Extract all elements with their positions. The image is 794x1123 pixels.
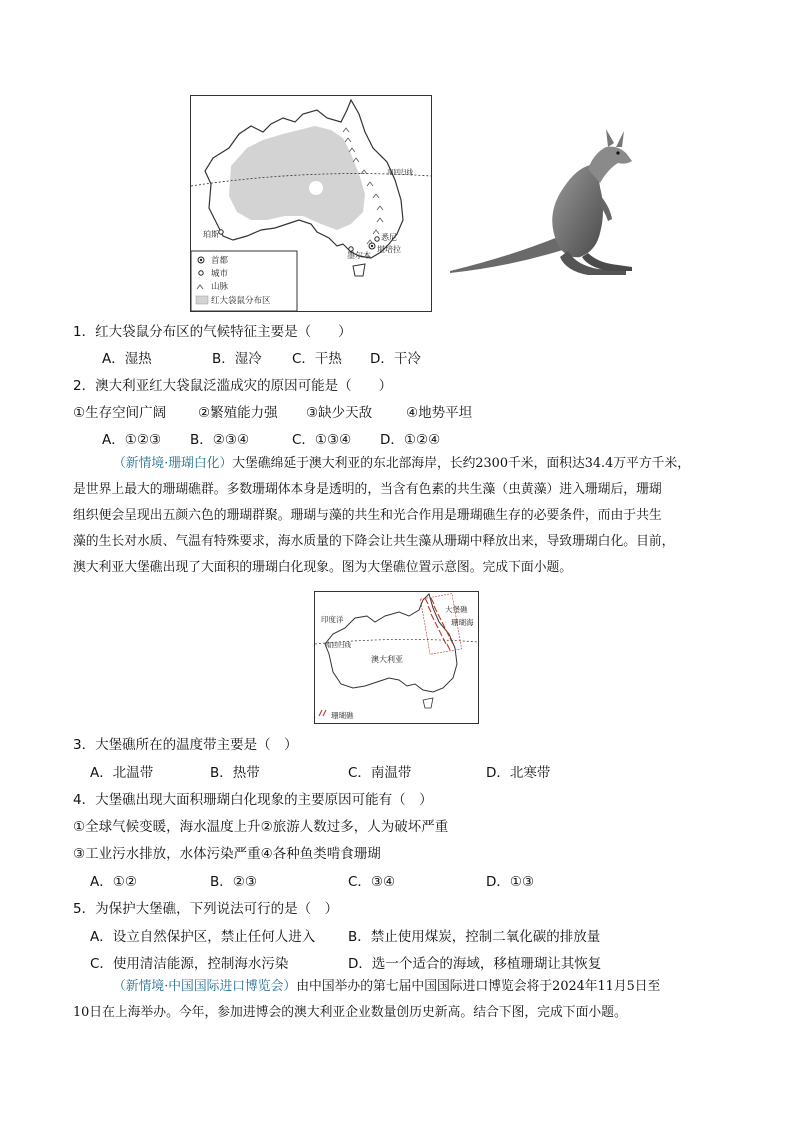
q1-option-a[interactable]: A．湿热 xyxy=(102,351,152,367)
question-1-stem: 1．红大袋鼠分布区的气候特征主要是（ ） xyxy=(73,324,352,340)
passage-2-line-2: 10日在上海举办。今年，参加进博会的澳大利亚企业数量创历史新高。结合下图，完成下面小题。 xyxy=(73,1005,627,1020)
reef-label: 大堡礁 xyxy=(445,605,468,614)
q2-item-2: ②繁殖能力强 xyxy=(198,405,278,421)
q5-option-a[interactable]: A．设立自然保护区，禁止任何人进入 xyxy=(90,929,316,945)
q4-option-d[interactable]: D．①③ xyxy=(486,874,535,890)
perth-label: 珀斯 xyxy=(203,230,219,239)
q1-option-b[interactable]: B．湿冷 xyxy=(212,351,262,367)
passage-1-tag: （新情境·珊瑚白化） xyxy=(113,456,233,471)
q2-item-1: ①生存空间广阔 xyxy=(73,405,167,421)
passage-2-line-1: 由中国举办的第七届中国国际进口博览会将于2024年11月5日至 xyxy=(296,979,661,994)
q5-option-c[interactable]: C．使用清洁能源，控制海水污染 xyxy=(90,956,289,972)
legend-capital: 首都 xyxy=(211,256,229,266)
canberra-label: 堪培拉 xyxy=(377,245,401,254)
q2-item-3: ③缺少天敌 xyxy=(306,405,373,421)
passage-1-line-4: 藻的生长对水质、气温有特殊要求，海水质量的下降会让共生藻从珊瑚中释放出来，导致珊瑚白化。目前， xyxy=(73,534,675,549)
q5-option-d[interactable]: D．选一个适合的海域，移植珊瑚让其恢复 xyxy=(348,956,602,972)
reef-map-tasmania xyxy=(423,698,433,708)
kangaroo-icon xyxy=(448,125,638,275)
q4-items-line-1: ①全球气候变暖，海水温度上升②旅游人数过多，人为破坏严重 xyxy=(73,819,449,835)
passage-1-line-5: 澳大利亚大堡礁出现了大面积的珊瑚白化现象。图为大堡礁位置示意图。完成下面小题。 xyxy=(73,560,573,575)
q1-option-d[interactable]: D．干冷 xyxy=(370,351,421,367)
reef-map-legend-label: 珊瑚礁 xyxy=(331,711,354,720)
question-3-stem: 3．大堡礁所在的温度带主要是（ ） xyxy=(73,737,298,753)
kangaroo-image xyxy=(448,125,638,275)
distribution-gap xyxy=(309,181,323,195)
q3-option-d[interactable]: D．北寒带 xyxy=(486,765,551,781)
legend-city-symbol xyxy=(199,271,203,275)
passage-1-line-3: 组织便会呈现出五颜六色的珊瑚群聚。珊瑚与藻的共生和光合作用是珊瑚礁生存的必要条件，而由于共生 xyxy=(73,508,662,523)
australia-map-figure xyxy=(191,96,431,311)
question-2-stem: 2．澳大利亚红大袋鼠泛滥成灾的原因可能是（ ） xyxy=(73,378,393,394)
sydney-label: 悉尼 xyxy=(381,233,397,242)
legend-city: 城市 xyxy=(211,269,229,279)
tasmania-outline xyxy=(353,264,365,276)
reef-map-tropic-label: 南回归线 xyxy=(325,641,351,649)
legend-area: 红大袋鼠分布区 xyxy=(211,296,271,306)
passage-2-tag: （新情境·中国国际进口博览会） xyxy=(113,979,297,994)
question-5-stem: 5．为保护大堡礁，下列说法可行的是（ ） xyxy=(73,901,339,917)
q1-option-c[interactable]: C．干热 xyxy=(292,351,342,367)
q3-option-a[interactable]: A．北温带 xyxy=(90,765,154,781)
q4-option-c[interactable]: C．③④ xyxy=(348,874,396,890)
passage-1-line-1: 大堡礁绵延于澳大利亚的东北部海岸，长约2300千米，面积达34.4万平方千米， xyxy=(232,456,691,471)
canberra-marker-dot xyxy=(371,245,373,247)
q4-option-a[interactable]: A．①② xyxy=(90,874,137,890)
q2-item-4: ④地势平坦 xyxy=(406,405,473,421)
q5-option-b[interactable]: B．禁止使用煤炭，控制二氧化碳的排放量 xyxy=(348,929,601,945)
import-expo-passage xyxy=(73,974,753,1026)
indian-ocean-label: 印度洋 xyxy=(321,615,344,624)
coral-bleaching-passage xyxy=(73,451,753,581)
q2-option-b[interactable]: B．②③④ xyxy=(190,432,250,448)
q2-option-d[interactable]: D．①②④ xyxy=(380,432,441,448)
great-barrier-reef-map xyxy=(314,591,479,724)
q3-option-c[interactable]: C．南温带 xyxy=(348,765,412,781)
legend-area-symbol xyxy=(196,296,208,304)
perth-marker xyxy=(219,230,223,234)
sydney-marker xyxy=(375,237,379,241)
reef-map-figure xyxy=(315,592,478,723)
q4-option-b[interactable]: B．②③ xyxy=(210,874,257,890)
q2-option-a[interactable]: A．①②③ xyxy=(102,432,162,448)
legend-mountain: 山脉 xyxy=(211,282,229,292)
melbourne-label: 墨尔本 xyxy=(347,251,371,260)
legend-reef-symbol xyxy=(319,710,326,716)
passage-1-line-2: 是世界上最大的珊瑚礁群。多数珊瑚体本身是透明的，当含有色素的共生藻（虫黄藻）进入珊瑚后，珊瑚 xyxy=(73,482,662,497)
q3-option-b[interactable]: B．热带 xyxy=(210,765,260,781)
kangaroo-distribution-map xyxy=(190,95,432,312)
coral-sea-label: 珊瑚海 xyxy=(451,618,474,627)
tropic-label: 南回归线 xyxy=(387,168,413,176)
q2-option-c[interactable]: C．①③④ xyxy=(292,432,352,448)
q4-items-line-2: ③工业污水排放，水体污染严重④各种鱼类啃食珊瑚 xyxy=(73,846,381,862)
question-4-stem: 4．大堡礁出现大面积珊瑚白化现象的主要原因可能有（ ） xyxy=(73,792,433,808)
australia-label: 澳大利亚 xyxy=(371,655,403,664)
